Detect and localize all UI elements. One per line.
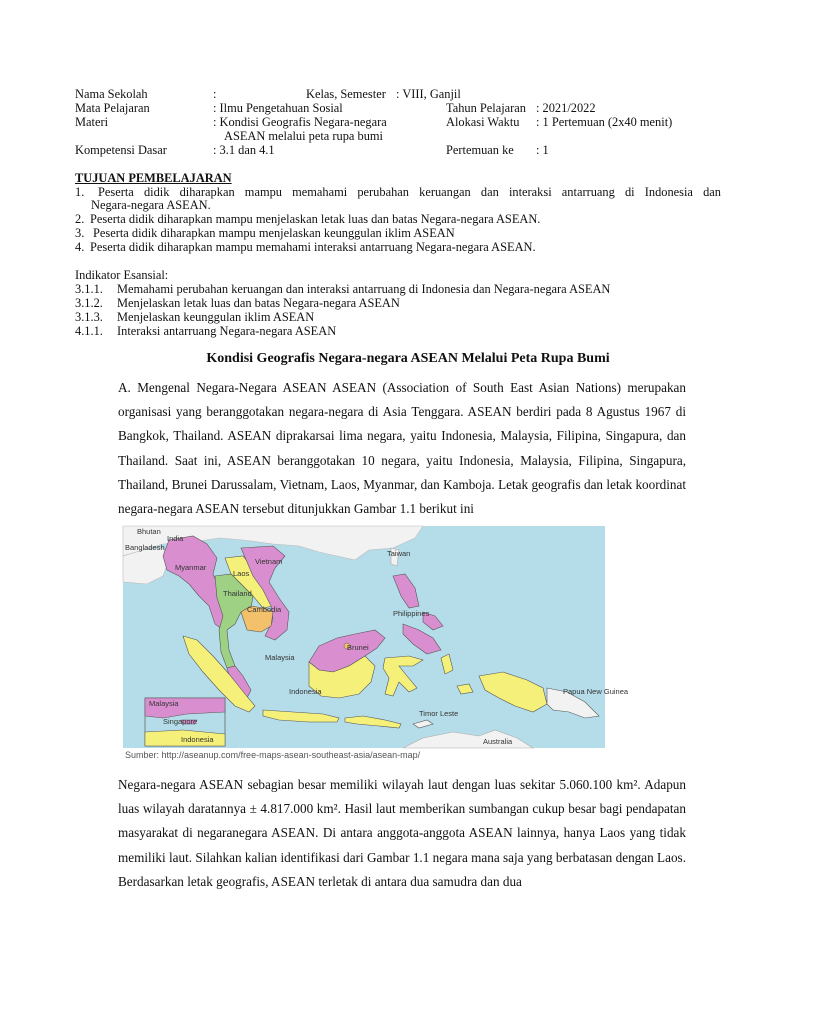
kelas-label: Kelas, Semester	[306, 87, 386, 101]
label-bangladesh: Bangladesh	[125, 543, 165, 552]
label-inset-singapore: Singapore	[163, 717, 198, 726]
tahun-value: : 2021/2022	[536, 101, 596, 115]
label-cambodia: Cambodia	[247, 605, 282, 614]
label-brunei: Brunei	[347, 643, 369, 652]
section-title: Kondisi Geografis Negara-negara ASEAN Melalui Peta Rupa Bumi	[206, 351, 610, 366]
tujuan-text-4: Peserta didik diharapkan mampu memahami interaksi antarruang Negara-negara ASEAN.	[90, 240, 536, 254]
materi-value-1: : Kondisi Geografis Negara-negara	[213, 115, 387, 129]
alokasi-value: : 1 Pertemuan (2x40 menit)	[536, 115, 673, 129]
label-taiwan: Taiwan	[387, 549, 411, 558]
kd-label: Kompetensi Dasar	[75, 143, 167, 157]
kd-value: : 3.1 dan 4.1	[213, 143, 275, 157]
indikator-title: Indikator Esansial:	[75, 268, 169, 282]
indikator-text-3: Menjelaskan keunggulan iklim ASEAN	[117, 310, 315, 324]
paragraph-2: Negara-negara ASEAN sebagian besar memiliki wilayah laut dengan luas sekitar 5.060.100 km². Adapun luas wilayah daratannya ± 4.817.000 km². Hasil laut memberikan sumbangan cukup besar bagi pendapatan masyarakat di negaranegara ASEAN. Di antara anggota-anggota ASEAN lainnya, hanya Laos yang tidak memiliki laut. Silahkan kalian identifikasi dari Gambar 1.1 negara mana saja yang berbatasan dengan Laos. Berdasarkan letak geografis, ASEAN terletak di antara dua samudra dan dua	[118, 777, 686, 889]
tujuan-text-3: Peserta didik diharapkan mampu menjelaskan keunggulan iklim ASEAN	[93, 226, 455, 240]
asean-map-svg	[123, 526, 629, 748]
label-inset-indonesia: Indonesia	[181, 735, 214, 744]
materi-value-2: ASEAN melalui peta rupa bumi	[224, 129, 383, 143]
indikator-text-1: Memahami perubahan keruangan dan interaksi antarruang di Indonesia dan Negara-negara ASEAN	[117, 282, 611, 296]
label-philippines: Philippines	[393, 609, 430, 618]
nama-sekolah-label: Nama Sekolah	[75, 87, 148, 101]
label-inset-malaysia: Malaysia	[149, 699, 179, 708]
indikator-text-4: Interaksi antarruang Negara-negara ASEAN	[117, 324, 337, 338]
tujuan-text-2: Peserta didik diharapkan mampu menjelaskan letak luas dan batas Negara-negara ASEAN.	[90, 212, 541, 226]
tujuan-num-2: 2.	[75, 212, 85, 226]
label-laos: Laos	[233, 569, 250, 578]
label-timor-leste: Timor Leste	[419, 709, 459, 718]
tujuan-text-1b: Negara-negara ASEAN.	[91, 198, 211, 212]
indikator-text-2: Menjelaskan letak luas dan batas Negara-negara ASEAN	[117, 296, 400, 310]
label-myanmar: Myanmar	[175, 563, 207, 572]
label-vietnam: Vietnam	[255, 557, 283, 566]
map-caption: Sumber: http://aseanup.com/free-maps-asean-southeast-asia/asean-map/	[125, 750, 421, 760]
indikator-num-3: 3.1.3.	[75, 310, 103, 324]
mapel-label: Mata Pelajaran	[75, 101, 150, 115]
tahun-label: Tahun Pelajaran	[446, 101, 526, 115]
kelas-value: : VIII, Ganjil	[396, 87, 461, 101]
indikator-num-2: 3.1.2.	[75, 296, 103, 310]
alokasi-label: Alokasi Waktu	[446, 115, 520, 129]
label-bhutan: Bhutan	[137, 527, 161, 536]
tujuan-num-1: 1.	[75, 185, 85, 199]
tujuan-title: TUJUAN PEMBELAJARAN	[75, 171, 232, 185]
nama-sekolah-colon: :	[213, 87, 217, 101]
label-india: India	[167, 534, 184, 543]
asean-map	[123, 526, 629, 748]
label-australia: Australia	[483, 737, 513, 746]
pertemuan-value: : 1	[536, 143, 549, 157]
indikator-num-4: 4.1.1.	[75, 324, 103, 338]
label-malaysia: Malaysia	[265, 653, 295, 662]
paragraph-1: A. Mengenal Negara-Negara ASEAN ASEAN (Association of South East Asian Nations) merupakan organisasi yang beranggotakan negara-negara di Asia Tenggara. ASEAN berdiri pada 8 Agustus 1967 di Bangkok, Thailand. ASEAN diprakarsai lima negara, yaitu Indonesia, Malaysia, Filipina, Singapura, dan Thailand. Saat ini, ASEAN beranggotakan 10 negara, yaitu Indonesia, Malaysia, Filipina, Singapura, Thailand, Brunei Darussalam, Vietnam, Laos, Myanmar, dan Kamboja. Letak geografis dan letak koordinat negara-negara ASEAN tersebut ditunjukkan Gambar 1.1 berikut ini	[118, 380, 686, 517]
tujuan-text-1a: Peserta didik diharapkan mampu memahami perubahan keruangan dan interaksi antarruang di Indonesia dan	[98, 185, 721, 199]
label-indonesia: Indonesia	[289, 687, 322, 696]
mapel-value: : Ilmu Pengetahuan Sosial	[213, 101, 343, 115]
tujuan-num-4: 4.	[75, 240, 85, 254]
materi-label: Materi	[75, 115, 109, 129]
label-thailand: Thailand	[223, 589, 252, 598]
pertemuan-label: Pertemuan ke	[446, 143, 514, 157]
indikator-num-1: 3.1.1.	[75, 282, 103, 296]
label-papua-new-guinea: Papua New Guinea	[563, 687, 629, 696]
tujuan-num-3: 3.	[75, 226, 85, 240]
